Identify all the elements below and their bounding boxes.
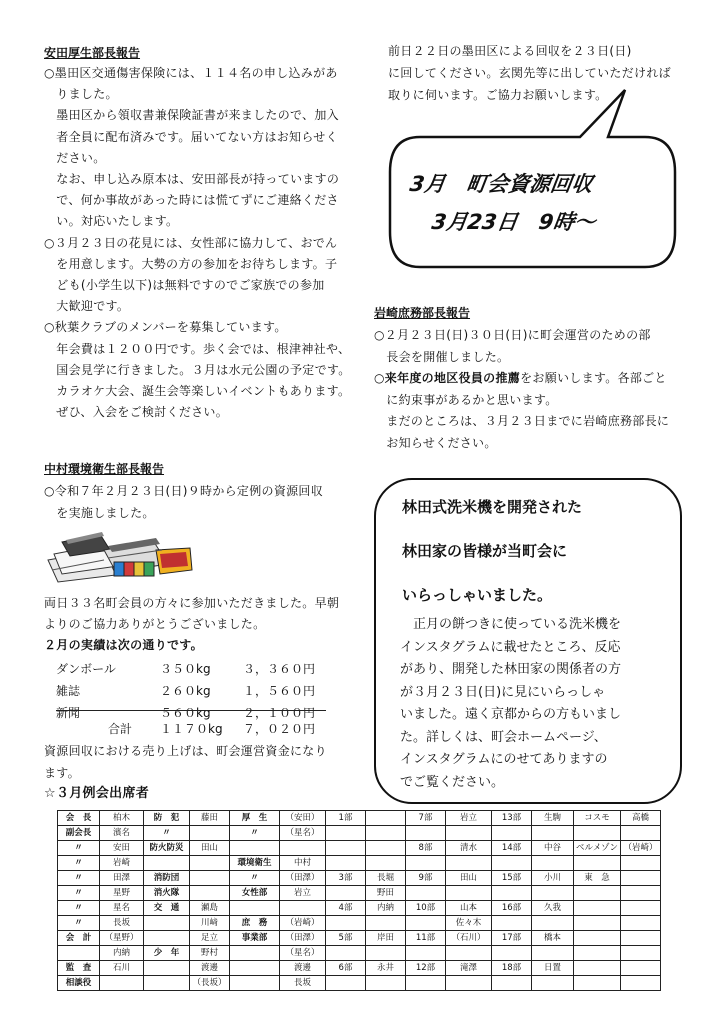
table-cell: 〃 xyxy=(144,826,190,841)
results-total-weight: １１７０kg xyxy=(160,722,223,736)
paragraph-line: ○来年度の地区役員の推薦をお願いします。各部ごと xyxy=(374,371,667,385)
table-cell xyxy=(326,976,366,991)
table-cell: 副会長 xyxy=(58,826,100,841)
paragraph-line: 前日２２日の墨田区による回収を２３日(日) xyxy=(388,44,632,58)
table-cell: 佐々木 xyxy=(446,916,492,931)
table-cell: 岩立 xyxy=(446,811,492,826)
table-cell: 〃 xyxy=(58,901,100,916)
table-cell: 星名 xyxy=(100,901,144,916)
paragraph-line: に回してください。玄関先等に出していただければ xyxy=(388,66,671,80)
table-cell: 会 長 xyxy=(58,811,100,826)
table-cell xyxy=(574,886,621,901)
table-row xyxy=(58,826,661,841)
table-cell: 9部 xyxy=(406,871,446,886)
table-cell: 相談役 xyxy=(58,976,100,991)
paragraph-line: 資源回収における売り上げは、町会運営資金になり xyxy=(44,744,327,758)
table-cell: 星野 xyxy=(100,886,144,901)
table-cell: 生駒 xyxy=(532,811,574,826)
table-cell: （星名） xyxy=(280,946,326,961)
table-row xyxy=(58,931,661,946)
paragraph-line: ○墨田区交通傷害保険には、１１４名の申し込みがあ xyxy=(44,66,338,80)
table-cell: 環境衛生 xyxy=(230,856,280,871)
paragraph-line: 大歓迎です。 xyxy=(44,299,130,314)
table-cell xyxy=(621,826,661,841)
table-cell: 〃 xyxy=(58,886,100,901)
table-cell: 3部 xyxy=(326,871,366,886)
table-cell xyxy=(100,976,144,991)
table-cell xyxy=(574,856,621,871)
paragraph-line: ○２月２３日(日)３０日(日)に町会運営のための部 xyxy=(374,328,651,342)
table-cell xyxy=(532,946,574,961)
table-cell xyxy=(532,976,574,991)
table-cell xyxy=(406,856,446,871)
paragraph-line: お知らせください。 xyxy=(374,435,497,450)
table-cell xyxy=(144,961,190,976)
attendance-heading: ☆３月例会出席者 xyxy=(44,786,150,801)
table-cell: 厚 生 xyxy=(230,811,280,826)
table-cell: （石川） xyxy=(446,931,492,946)
table-cell: （星名） xyxy=(280,826,326,841)
paragraph-line: 年会費は１２００円です。歩く会では、根津神社や、 xyxy=(44,341,351,356)
table-cell xyxy=(326,826,366,841)
table-cell: （安田） xyxy=(280,811,326,826)
table-cell xyxy=(190,886,230,901)
table-cell: 安田 xyxy=(100,841,144,856)
table-cell xyxy=(366,811,406,826)
paragraph-line: ども(小学生以下)は無料ですのでご家族での参加 xyxy=(44,278,325,292)
table-cell xyxy=(406,976,446,991)
paragraph-line: よりのご協力ありがとうございました。 xyxy=(44,617,266,631)
table-cell: 消火隊 xyxy=(144,886,190,901)
table-cell: 藤田 xyxy=(190,811,230,826)
table-cell xyxy=(621,931,661,946)
table-cell: （田澤） xyxy=(280,931,326,946)
table-cell xyxy=(621,886,661,901)
notice-heading-line1: 林田式洗米機を開発された xyxy=(402,498,583,516)
table-row xyxy=(58,901,661,916)
table-row xyxy=(58,856,661,871)
paragraph-line: 墨田区から領収書兼保険証書が来ましたので、加入 xyxy=(44,108,339,123)
table-cell: コスモ xyxy=(574,811,621,826)
paragraph-line: ○秋葉クラブのメンバーを募集しています。 xyxy=(44,320,287,335)
table-row xyxy=(58,946,661,961)
table-cell xyxy=(280,841,326,856)
notice-body-line: いました。遠く京都からの方もいまし xyxy=(400,707,622,722)
table-cell: 瀬島 xyxy=(190,901,230,916)
results-item: ダンボール xyxy=(56,662,116,676)
table-cell: 13部 xyxy=(492,811,532,826)
results-item: 雑誌 xyxy=(56,684,81,698)
notice-body-line: た。詳しくは、町会ホームページ、 xyxy=(400,729,607,745)
paragraph-line: 者全員に配布済みです。届いてない方はお知らせく xyxy=(44,129,338,144)
results-weight: ３５０kg xyxy=(160,662,211,676)
table-cell xyxy=(326,946,366,961)
table-cell: 橋本 xyxy=(532,931,574,946)
table-row xyxy=(58,811,661,826)
table-cell: 長坂 xyxy=(100,916,144,931)
results-weight: ２６０kg xyxy=(160,684,211,698)
table-cell: （星野） xyxy=(100,931,144,946)
table-cell: 長堀 xyxy=(366,871,406,886)
table-cell: 岸田 xyxy=(366,931,406,946)
table-row xyxy=(58,841,661,856)
table-cell xyxy=(230,841,280,856)
table-cell: 5部 xyxy=(326,931,366,946)
table-cell: 岩立 xyxy=(280,886,326,901)
table-cell: 中村 xyxy=(280,856,326,871)
notice-body-line: インスタグラムに載せたところ、反応 xyxy=(400,639,621,655)
notice-heading-line3: いらっしゃいました。 xyxy=(402,586,553,604)
table-cell xyxy=(492,976,532,991)
notice-body-line: 正月の餅つきに使っている洗米機を xyxy=(400,617,622,632)
table-cell: 田山 xyxy=(446,871,492,886)
results-item: 新聞 xyxy=(56,706,81,720)
table-cell xyxy=(492,886,532,901)
paragraph-line: ださい。 xyxy=(44,150,106,165)
table-cell xyxy=(532,826,574,841)
table-cell: 事業部 xyxy=(230,931,280,946)
table-row xyxy=(58,976,661,991)
table-cell: 野田 xyxy=(366,886,406,901)
table-cell: 交 通 xyxy=(144,901,190,916)
table-cell xyxy=(621,916,661,931)
table-cell xyxy=(366,976,406,991)
event-title-line1: 3月 町会資源回収 xyxy=(408,172,595,196)
table-cell xyxy=(58,946,100,961)
table-cell: 少 年 xyxy=(144,946,190,961)
table-cell xyxy=(492,856,532,871)
table-cell: 1部 xyxy=(326,811,366,826)
paragraph-line: 取りに伺います。ご協力お願いします。 xyxy=(388,88,608,102)
table-cell xyxy=(532,856,574,871)
table-cell xyxy=(574,916,621,931)
attendance-table xyxy=(57,810,661,991)
newspaper-bundle-image xyxy=(44,520,194,585)
table-cell xyxy=(574,961,621,976)
table-cell: 〃 xyxy=(58,841,100,856)
recycling-illustration-icon xyxy=(44,520,194,585)
results-weight: ５６０kg xyxy=(160,706,211,720)
table-cell xyxy=(230,946,280,961)
table-cell: 18部 xyxy=(492,961,532,976)
table-cell: 小川 xyxy=(532,871,574,886)
table-cell: 〃 xyxy=(230,826,280,841)
table-cell: 田澤 xyxy=(100,871,144,886)
table-cell xyxy=(144,931,190,946)
table-cell xyxy=(190,826,230,841)
table-cell xyxy=(621,946,661,961)
table-cell: 長坂 xyxy=(280,976,326,991)
table-cell: 庶 務 xyxy=(230,916,280,931)
table-cell: 17部 xyxy=(492,931,532,946)
table-cell: 石川 xyxy=(100,961,144,976)
table-cell: 10部 xyxy=(406,901,446,916)
table-cell: 〃 xyxy=(230,871,280,886)
paragraph-line: まだのところは、３月２３日までに岩崎庶務部長に xyxy=(374,414,670,428)
table-cell: 防 犯 xyxy=(144,811,190,826)
table-cell: 15部 xyxy=(492,871,532,886)
table-cell: 東 急 xyxy=(574,871,621,886)
table-cell xyxy=(492,946,532,961)
table-cell: （岩崎） xyxy=(621,841,661,856)
paragraph-line: に約束事があるかと思います。 xyxy=(374,392,558,407)
table-cell: 6部 xyxy=(326,961,366,976)
notice-body-line: が３月２３日(日)に見にいらっしゃ xyxy=(400,684,606,700)
table-cell xyxy=(406,826,446,841)
paragraph-line: で、何か事故があった時には慌てずにご連絡くださ xyxy=(44,193,339,208)
table-cell xyxy=(406,916,446,931)
table-cell xyxy=(621,976,661,991)
table-cell: 日置 xyxy=(532,961,574,976)
table-cell xyxy=(326,886,366,901)
table-cell: 8部 xyxy=(406,841,446,856)
table-cell: 〃 xyxy=(58,871,100,886)
table-cell: 足立 xyxy=(190,931,230,946)
paragraph-line: 長会を開催しました。 xyxy=(374,349,510,364)
paragraph-line: 国会見学に行きました。３月は水元公園の予定です。 xyxy=(44,362,351,377)
results-amount: ２，１００円 xyxy=(243,706,316,720)
table-cell: 4部 xyxy=(326,901,366,916)
table-cell xyxy=(366,826,406,841)
notice-body-line: でご覧ください。 xyxy=(400,774,505,790)
table-cell: 渡邊 xyxy=(190,961,230,976)
table-cell xyxy=(574,826,621,841)
paragraph-line: を用意します。大勢の方の参加をお待ちします。子 xyxy=(44,256,338,271)
table-cell xyxy=(621,871,661,886)
results-heading: ２月の実績は次の通りです。 xyxy=(44,638,203,652)
table-cell xyxy=(574,901,621,916)
section-heading-iwasaki: 岩崎庶務部長報告 xyxy=(374,306,471,320)
table-cell: 中谷 xyxy=(532,841,574,856)
table-cell: 内納 xyxy=(100,946,144,961)
table-cell xyxy=(326,856,366,871)
table-cell xyxy=(621,961,661,976)
table-row xyxy=(58,886,661,901)
table-cell: 山本 xyxy=(446,901,492,916)
paragraph-line: を実施しました。 xyxy=(44,506,155,520)
table-cell: 内納 xyxy=(366,901,406,916)
table-cell xyxy=(446,976,492,991)
table-cell: （田澤） xyxy=(280,871,326,886)
table-cell xyxy=(366,841,406,856)
table-cell: 監 査 xyxy=(58,961,100,976)
results-total-amount: ７，０２０円 xyxy=(243,722,316,736)
table-cell: 永井 xyxy=(366,961,406,976)
table-cell xyxy=(406,886,446,901)
table-cell xyxy=(144,916,190,931)
table-cell xyxy=(230,901,280,916)
table-cell xyxy=(326,916,366,931)
table-cell xyxy=(144,856,190,871)
paragraph-line: ○令和７年２月２３日(日)９時から定例の資源回収 xyxy=(44,484,324,498)
paragraph-line: 両日３３名町会員の方々に参加いただきました。早朝 xyxy=(44,596,340,610)
table-cell: 〃 xyxy=(58,856,100,871)
paragraph-line: りました。 xyxy=(44,87,118,102)
table-cell: 7部 xyxy=(406,811,446,826)
table-cell: 11部 xyxy=(406,931,446,946)
table-cell xyxy=(446,856,492,871)
table-cell xyxy=(406,946,446,961)
section-heading-yasuda: 安田厚生部長報告 xyxy=(44,46,141,60)
table-cell: （長坂） xyxy=(190,976,230,991)
notice-heading-line2: 林田家の皆様が当町会に xyxy=(402,542,568,560)
paragraph-line: カラオケ大会、誕生会等楽しいイベントもあります。 xyxy=(44,384,351,398)
table-cell: 濱名 xyxy=(100,826,144,841)
table-cell: 高橋 xyxy=(621,811,661,826)
results-amount: ３，３６０円 xyxy=(243,662,316,676)
table-cell xyxy=(230,976,280,991)
table-cell xyxy=(366,856,406,871)
table-cell: 〃 xyxy=(58,916,100,931)
paragraph-line: ○３月２３日の花見には、女性部に協力して、おでん xyxy=(44,235,338,250)
bold-phrase: 来年度の地区役員の推薦 xyxy=(384,371,521,385)
table-cell: 女性部 xyxy=(230,886,280,901)
table-cell: 会 計 xyxy=(58,931,100,946)
table-cell: 野村 xyxy=(190,946,230,961)
table-cell xyxy=(326,841,366,856)
table-cell: 川﨑 xyxy=(190,916,230,931)
table-row xyxy=(58,871,661,886)
table-cell: 田山 xyxy=(190,841,230,856)
paragraph-line: い。対応いたします。 xyxy=(44,214,179,229)
table-cell xyxy=(366,916,406,931)
table-cell xyxy=(190,871,230,886)
table-cell xyxy=(574,946,621,961)
paragraph-line: なお、申し込み原本は、安田部長が持っていますの xyxy=(44,172,340,186)
results-amount: １，５６０円 xyxy=(243,684,316,698)
table-cell: ベルメゾン xyxy=(574,841,621,856)
table-cell xyxy=(492,826,532,841)
table-cell xyxy=(532,886,574,901)
table-cell: 滝澤 xyxy=(446,961,492,976)
table-cell: 防火防災 xyxy=(144,841,190,856)
table-cell: 清水 xyxy=(446,841,492,856)
paragraph-line: ぜひ、入会をご検討ください。 xyxy=(44,405,229,420)
table-row xyxy=(58,961,661,976)
table-cell: （岩崎） xyxy=(280,916,326,931)
table-cell: 12部 xyxy=(406,961,446,976)
table-cell xyxy=(574,931,621,946)
results-total-label: 合計 xyxy=(108,722,133,736)
notice-body-line: があり、開発した林田家の関係者の方 xyxy=(400,662,622,677)
table-cell xyxy=(492,916,532,931)
table-cell xyxy=(446,946,492,961)
table-cell: 16部 xyxy=(492,901,532,916)
table-cell xyxy=(366,946,406,961)
table-cell: 渡邊 xyxy=(280,961,326,976)
table-cell: 柏木 xyxy=(100,811,144,826)
table-cell xyxy=(280,901,326,916)
table-cell: 消防団 xyxy=(144,871,190,886)
table-cell: 14部 xyxy=(492,841,532,856)
table-cell xyxy=(621,856,661,871)
table-cell: 久我 xyxy=(532,901,574,916)
table-cell xyxy=(574,976,621,991)
event-title-line2: 3月23日 9時～ xyxy=(430,210,597,234)
table-cell xyxy=(190,856,230,871)
table-cell xyxy=(144,976,190,991)
results-divider xyxy=(56,710,326,711)
table-cell xyxy=(532,916,574,931)
notice-body-line: インスタグラムにのせてありますの xyxy=(400,752,608,767)
table-row xyxy=(58,916,661,931)
table-cell xyxy=(446,886,492,901)
table-cell xyxy=(230,961,280,976)
table-cell: 岩崎 xyxy=(100,856,144,871)
table-cell xyxy=(446,826,492,841)
table-cell xyxy=(621,901,661,916)
paragraph-line: ます。 xyxy=(44,766,80,780)
section-heading-nakamura: 中村環境衛生部長報告 xyxy=(44,462,165,476)
